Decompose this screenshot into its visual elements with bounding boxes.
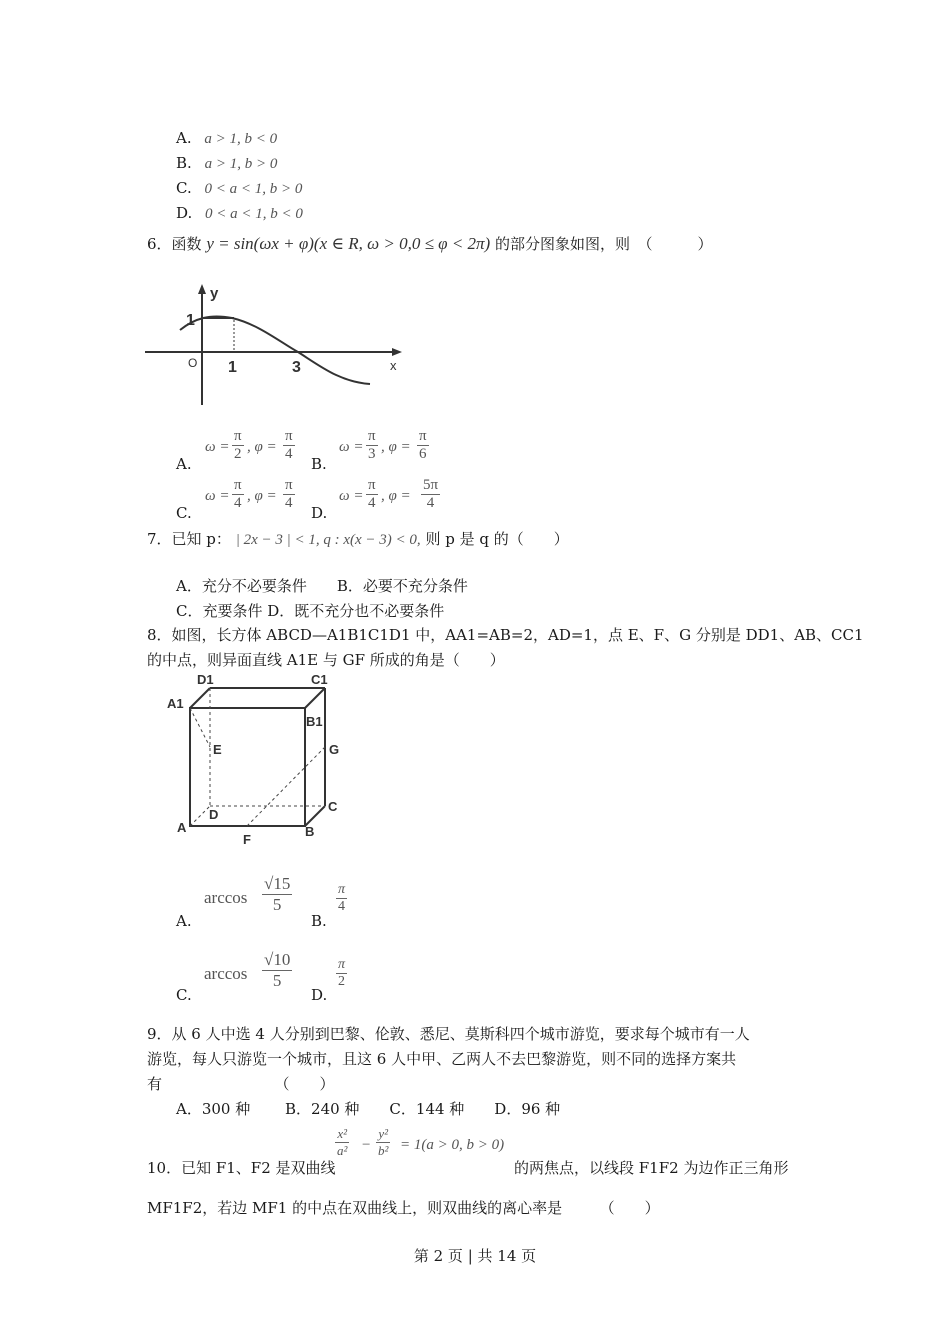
frac-den: 4 [285,495,293,511]
q8-opt-a-frac [262,874,292,915]
q6-opt-d-phi: , φ = [381,488,411,504]
q7-options-line2: C．充要条件 D．既不充分也不必要条件 [176,602,445,620]
q8-opt-c-label: C. [176,986,192,1004]
q6-opt-b-label: B. [311,455,327,473]
q10-minus: − [362,1137,371,1153]
frac-den: 2 [338,974,345,989]
frac-den: 4 [234,495,242,511]
q10-suffix: 的两焦点，以线段 F1F2 为边作正三角形 [514,1159,789,1177]
frac-num: π [338,882,346,897]
frac-den: a² [337,1143,348,1158]
q7-formula: | 2x − 3 | < 1, q : x(x − 3) < 0, [235,532,421,548]
q6-opt-a-omega-frac [232,428,244,463]
q6-opt-c-omega: ω = [205,488,230,504]
frac-num: 5π [423,477,439,493]
q6-opt-c-omega-frac [232,477,244,512]
label-e: E [213,742,222,757]
q8-stem-line1: 8．如图，长方体 ABCD—A1B1C1D1 中，AA1=AB=2，AD=1，点 E、F、G 分别是 DD1、AB、CC1 [147,626,864,644]
y-axis-arrow [198,284,206,294]
edge-b-c [305,806,325,826]
frac-num: π [368,428,376,444]
q10-line2: MF1F2，若边 MF1 的中点在双曲线上，则双曲线的离心率是 （ ） [147,1199,660,1217]
q6-opt-a-omega: ω = [205,439,230,455]
q6-opt-d-omega: ω = [339,488,364,504]
q8-opt-d-frac [336,957,347,990]
q6-opt-c-label: C. [176,504,192,522]
q5-opt-a-label: A. [176,129,192,147]
q5-opt-c [176,178,302,199]
frac-num: π [285,428,293,444]
q8-opt-c-frac [262,950,292,991]
q6-opt-c-phi-frac [283,477,295,512]
q7-prefix: 7．已知 p： [147,530,231,548]
frac-den: 6 [419,446,427,462]
q5-opt-d [176,203,303,224]
segment-a1-e [190,708,210,747]
q10-y-frac [376,1126,390,1159]
label-d: D [209,807,219,822]
y-tick-1: 1 [186,312,195,329]
frac-den: 4 [285,446,293,462]
q8-opt-a-fn: arccos [204,888,248,907]
frac-den: 3 [368,446,376,462]
label-c1: C1 [311,672,328,687]
q8-cuboid-figure [165,670,355,850]
q8-opt-a-label: A. [176,912,192,930]
q9-stem-line1: 9．从 6 人中选 4 人分别到巴黎、伦敦、悉尼、莫斯科四个城市游览，要求每个城市有一人 [147,1025,750,1043]
label-a1: A1 [167,696,184,711]
q6-opt-a-label: A. [176,455,192,473]
edge-b1-c1 [305,688,325,708]
q6-opt-d-phi-frac [421,477,440,512]
q7-suffix: 则 p 是 q 的（ ） [425,530,569,548]
q10-x-frac [335,1126,349,1159]
q9-options: A．300 种 B．240 种 C．144 种 D．96 种 [176,1100,561,1118]
frac-num: √10 [264,950,291,969]
frac-den: 4 [368,495,376,511]
q8-opt-b-frac [336,882,347,915]
segment-f-g [247,747,325,826]
q9-stem-line3: 有 （ ） [147,1075,335,1093]
edge-a1-d1 [190,688,210,708]
q7-stem [147,529,569,550]
q5-opt-a [176,128,277,149]
q6-opt-b-omega-frac [366,428,378,463]
q6-opt-b-phi-frac [417,428,429,463]
q5-opt-b-expr: a > 1, b > 0 [204,156,278,172]
q7-options-line1: A．充分不必要条件 B．必要不充分条件 [176,577,468,595]
frac-den: 4 [338,899,345,914]
sine-curve [180,317,370,385]
q6-prefix: 6．函数 [147,235,202,253]
q5-opt-d-expr: 0 < a < 1, b < 0 [205,206,303,222]
origin-label: O [188,356,198,370]
y-axis-label: y [210,285,219,302]
frac-num: π [419,428,427,444]
q5-opt-c-label: C. [176,179,192,197]
q5-opt-c-expr: 0 < a < 1, b > 0 [204,181,303,197]
label-a: A [177,820,187,835]
q9-stem-line2: 游览，每人只游览一个城市，且这 6 人中甲、乙两人不去巴黎游览，则不同的选择方案共 [147,1050,737,1068]
q5-opt-b-label: B. [176,154,192,172]
x-tick-3: 3 [292,359,301,376]
q6-formula: y = sin(ωx + φ)(x ∈ R, ω > 0,0 ≤ φ < 2π) [206,234,491,253]
q6-opt-d-omega-frac [366,477,378,512]
frac-den: 5 [272,971,282,990]
q6-stem [147,234,713,254]
q10-prefix: 10．已知 F1、F2 是双曲线 [147,1159,336,1177]
x-axis-arrow [392,348,402,356]
label-d1: D1 [197,672,214,687]
q6-opt-a-phi: , φ = [247,439,277,455]
q10-condition: = 1(a > 0, b > 0) [400,1137,505,1153]
frac-num: π [368,477,376,493]
q5-opt-a-expr: a > 1, b < 0 [204,131,278,147]
q5-opt-b [176,153,277,174]
frac-num: π [285,477,293,493]
x-tick-1: 1 [228,359,237,376]
frac-den: 2 [234,446,242,462]
q5-opt-d-label: D. [176,204,193,222]
q6-opt-c-phi: , φ = [247,488,277,504]
label-f: F [243,832,251,847]
q8-opt-b-label: B. [311,912,327,930]
q6-opt-a-phi-frac [283,428,295,463]
x-axis-label: x [390,358,397,373]
label-b: B [305,824,315,839]
frac-num: √15 [264,874,291,893]
frac-den: 4 [426,495,435,511]
q8-stem-line2: 的中点，则异面直线 A1E 与 GF 所成的角是（ ） [147,651,505,669]
q6-suffix: 的部分图象如图，则 （ ） [495,235,713,253]
label-b1: B1 [306,714,323,729]
frac-num: π [338,957,346,972]
frac-den: b² [378,1143,389,1158]
edge-a-d [190,806,210,826]
label-c: C [328,799,338,814]
page-footer: 第 2 页 | 共 14 页 [413,1247,537,1265]
q6-opt-b-omega: ω = [339,439,364,455]
q8-opt-c-fn: arccos [204,964,248,983]
q8-opt-d-label: D. [311,986,328,1004]
q6-sine-graph [140,280,410,410]
frac-den: 5 [272,895,282,914]
frac-num: π [234,428,242,444]
label-g: G [329,742,340,757]
frac-num: y² [378,1126,389,1141]
q6-opt-d-label: D. [311,504,328,522]
q6-opt-b-phi: , φ = [381,439,411,455]
frac-num: x² [337,1126,348,1141]
frac-num: π [234,477,242,493]
